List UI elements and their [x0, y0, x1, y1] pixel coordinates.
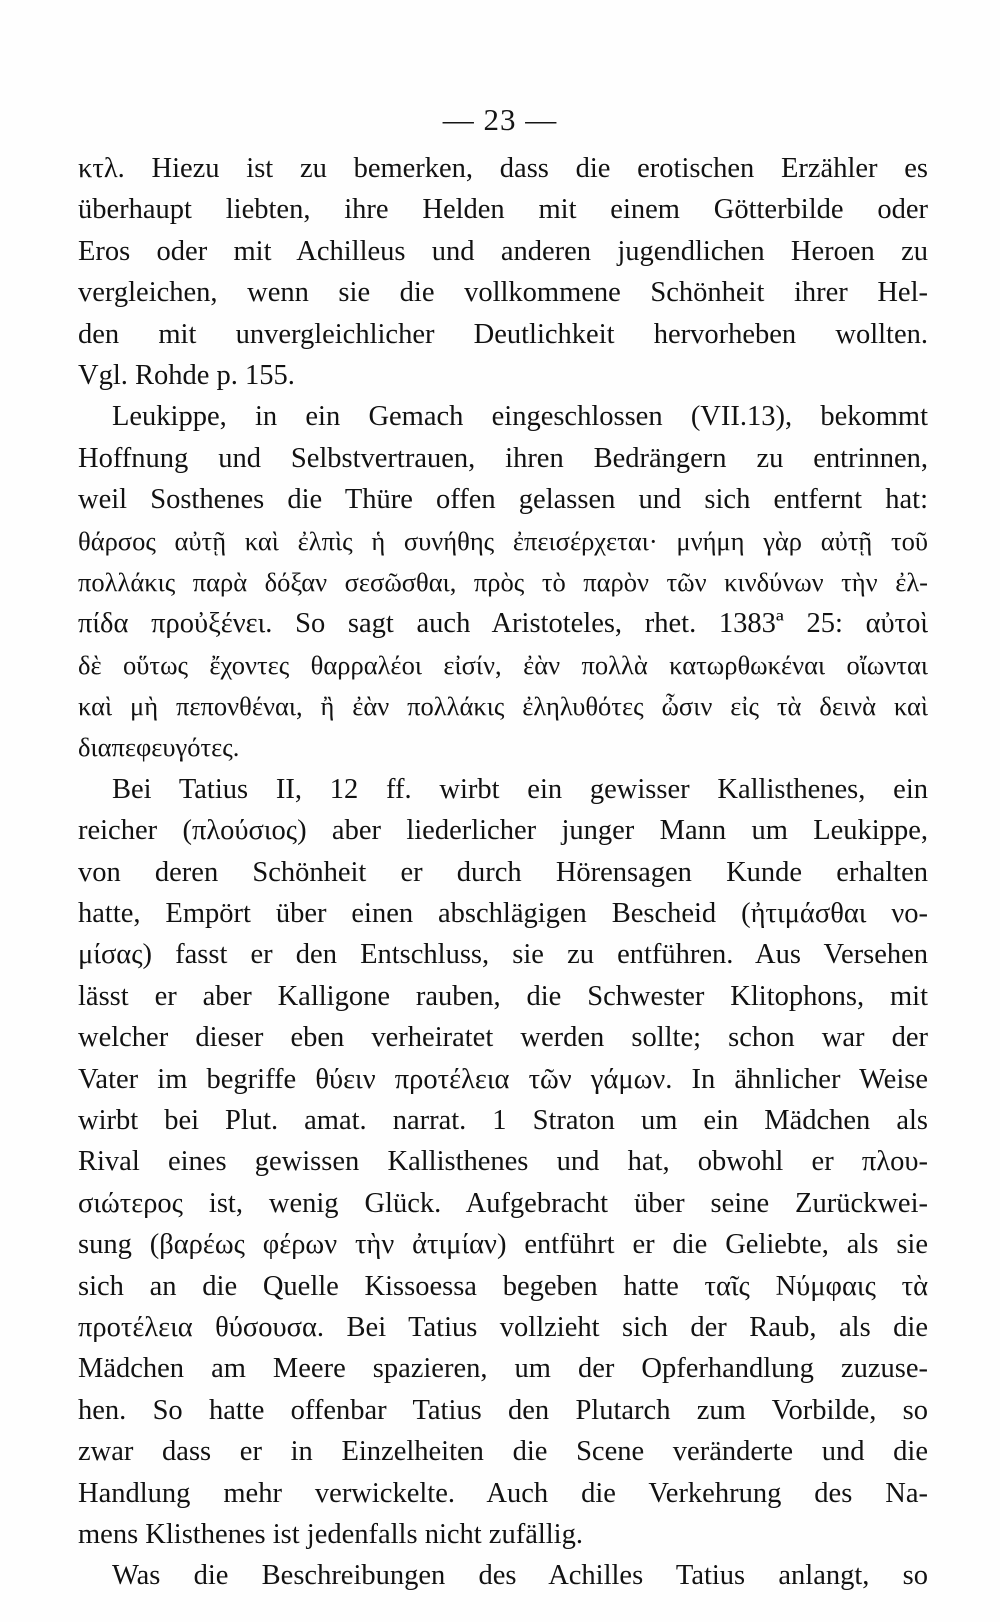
text-line: zwar dass er in Einzelheiten die Scene veränderte und die — [78, 1436, 928, 1468]
text-line: überhaupt liebten, ihre Helden mit einem Götterbilde oder — [78, 194, 928, 226]
text-line: lässt er aber Kalligone rauben, die Schwester Klitophons, mit — [78, 980, 928, 1012]
text-line: Was die Beschreibungen des Achilles Tatius anlangt, so — [112, 1560, 928, 1592]
text-line: διαπεφευγότες. — [78, 732, 240, 763]
text-line: πολλάκις παρὰ δόξαν σεσῶσθαι, πρὸς τὸ παρὸν τῶν κινδύνων τὴν ἐλ- — [78, 566, 928, 597]
text-line: hatte, Empört über einen abschlägigen Bescheid (ἠτιμάσθαι νο- — [78, 898, 928, 930]
page-number: — 23 — — [442, 102, 558, 137]
text-line: θάρσος αὐτῇ καὶ ἐλπὶς ἡ συνήθης ἐπεισέρχεται· μνήμη γὰρ αὐτῇ τοῦ — [78, 525, 928, 556]
text-line: hen. So hatte offenbar Tatius den Plutarch zum Vorbilde, so — [78, 1394, 928, 1426]
text-line: Mädchen am Meere spazieren, um der Opferhandlung zuzuse- — [78, 1353, 928, 1385]
text-line: sung (βαρέως φέρων τὴν ἀτιμίαν) entführt er die Geliebte, als sie — [78, 1229, 928, 1261]
text-line: welcher dieser eben verheiratet werden sollte; schon war der — [78, 1022, 928, 1054]
text-line: Rival eines gewissen Kallisthenes und hat, obwohl er πλου- — [78, 1146, 928, 1178]
text-line: Handlung mehr verwickelte. Auch die Verkehrung des Na- — [78, 1477, 928, 1509]
text-line: Hoffnung und Selbstvertrauen, ihren Bedrängern zu entrinnen, — [78, 442, 928, 474]
text-line: προτέλεια θύσουσα. Bei Tatius vollzieht sich der Raub, als die — [78, 1311, 928, 1343]
text-line: δὲ οὕτως ἔχοντες θαρραλέοι εἰσίν, ἐὰν πολλὰ κατωρθωκέναι οἴωνται — [78, 649, 928, 680]
text-line: weil Sosthenes die Thüre offen gelassen und sich entfernt hat: — [78, 484, 928, 516]
text-line: κτλ. Hiezu ist zu bemerken, dass die erotischen Erzähler es — [78, 153, 928, 184]
text-line: Vgl. Rohde p. 155. — [78, 359, 295, 391]
text-line: Bei Tatius II, 12 ff. wirbt ein gewisser Kallisthenes, ein — [112, 773, 928, 805]
text-line: den mit unvergleichlicher Deutlichkeit hervorheben wollten. — [78, 318, 928, 350]
text-line: Leukippe, in ein Gemach eingeschlossen (VII.13), bekommt — [112, 401, 928, 433]
text-line: Vater im begriffe θύειν προτέλεια τῶν γάμων. In ähnlicher Weise — [78, 1063, 928, 1095]
text-line: καὶ μὴ πεπονθέναι, ἢ ἐὰν πολλάκις ἐληλυθότες ὦσιν εἰς τὰ δεινὰ καὶ — [78, 691, 928, 722]
text-line: sich an die Quelle Kissoessa begeben hatte ταῖς Νύμφαις τὰ — [78, 1270, 928, 1302]
text-line: reicher (πλούσιος) aber liederlicher junger Mann um Leukippe, — [78, 815, 928, 847]
text-line: πίδα προὐξένει. So sagt auch Aristoteles, rhet. 1383ª 25: αὐτοὶ — [78, 608, 928, 640]
text-line: Eros oder mit Achilleus und anderen jugendlichen Heroen zu — [78, 235, 928, 267]
text-line: μίσας) fasst er den Entschluss, sie zu entführen. Aus Versehen — [78, 939, 928, 971]
text-line: wirbt bei Plut. amat. narrat. 1 Straton um ein Mädchen als — [78, 1104, 928, 1136]
text-line: mens Klisthenes ist jedenfalls nicht zufällig. — [78, 1518, 583, 1550]
text-line: σιώτερος ist, wenig Glück. Aufgebracht über seine Zurückwei- — [78, 1187, 928, 1219]
text-line: vergleichen, wenn sie die vollkommene Schönheit ihrer Hel- — [78, 277, 928, 309]
body-text — [78, 148, 928, 1597]
text-line: von deren Schönheit er durch Hörensagen Kunde erhalten — [78, 856, 928, 888]
